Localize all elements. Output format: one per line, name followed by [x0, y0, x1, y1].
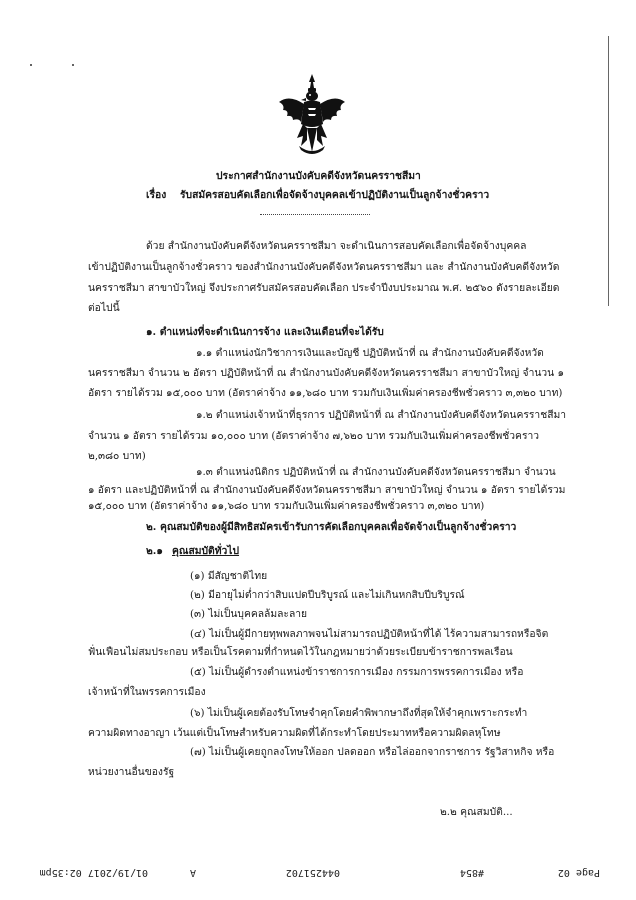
qualification-item-cont: เจ้าหน้าที่ในพรรคการเมือง: [88, 686, 206, 698]
section-1-heading: ๑. ตำแหน่งที่จะดำเนินการจ้าง และเงินเดือนที่จะได้รับ: [146, 326, 384, 338]
fax-number: 044251702: [285, 867, 340, 878]
fax-job: #854: [459, 867, 484, 878]
subject-label: เรื่อง: [146, 189, 167, 201]
qualification-item: (๔) ไม่เป็นผู้มีกายทุพพลภาพจนไม่สามารถปฏิบัติหน้าที่ได้ ไร้ความสามารถหรือจิต: [190, 628, 549, 640]
item-1-2-line: ๒,๓๘๐ บาท): [88, 450, 146, 462]
qualification-item: (๗) ไม่เป็นผู้เคยถูกลงโทษให้ออก ปลดออก หรือไล่ออกจากราชการ รัฐวิสาหกิจ หรือ: [190, 746, 555, 758]
speck: [72, 64, 74, 66]
item-1-3-line: ๑๕,๐๐๐ บาท (อัตราค่าจ้าง ๑๑,๖๘๐ บาท รวมกับเงินเพิ่มค่าครองชีพชั่วคราว ๓,๓๒๐ บาท): [88, 500, 485, 512]
qualification-item: (๑) มีสัญชาติไทย: [190, 570, 268, 582]
subject-text: รับสมัครสอบคัดเลือกเพื่อจัดจ้างบุคคลเข้าปฏิบัติงานเป็นลูกจ้างชั่วคราว: [180, 189, 490, 201]
fax-timestamp: 01/19/2017 02:35pm: [39, 867, 148, 878]
sub-section-number: ๒.๑: [146, 545, 163, 557]
garuda-emblem-icon: [277, 72, 347, 157]
item-1-1-line: นครราชสีมา จำนวน ๒ อัตรา ปฏิบัติหน้าที่ ณ สำนักงานบังคับคดีจังหวัดนครราชสีมา สาขาบัวใหญ่ จำนวน ๑: [88, 367, 565, 379]
intro-line: เข้าปฏิบัติงานเป็นลูกจ้างชั่วคราว ของสำนักงานบังคับคดีจังหวัดนครราชสีมา และ สำนักงานบังคับคดีจังหวัด: [88, 261, 560, 273]
fax-page: Page 02: [557, 867, 600, 878]
item-1-1-line: อัตรา รายได้รวม ๑๕,๐๐๐ บาท (อัตราค่าจ้าง ๑๑,๖๘๐ บาท รวมกับเงินเพิ่มค่าครองชีพชั่วคราว ๓,๓๒๐ บาท): [88, 387, 563, 399]
margin-line: [608, 36, 609, 306]
qualification-item: (๓) ไม่เป็นบุคคลล้มละลาย: [190, 608, 308, 620]
title-separator: [260, 214, 370, 215]
intro-line: ต่อไปนี้: [88, 302, 120, 314]
qualification-item: (๒) มีอายุไม่ต่ำกว่าสิบแปดปีบริบูรณ์ และไม่เกินหกสิบปีบริบูรณ์: [190, 589, 465, 601]
qualification-item: (๖) ไม่เป็นผู้เคยต้องรับโทษจำคุกโดยคำพิพากษาถึงที่สุดให้จำคุกเพราะกระทำ: [190, 707, 528, 719]
section-2-heading: ๒. คุณสมบัติของผู้มีสิทธิสมัครเข้ารับการคัดเลือกบุคคลเพื่อจัดจ้างเป็นลูกจ้างชั่วคราว: [146, 521, 517, 533]
qualification-item-cont: ฟั่นเฟือนไม่สมประกอบ หรือเป็นโรคตามที่กำหนดไว้ในกฎหมายว่าด้วยระเบียบข้าราชการพลเรือน: [88, 646, 513, 658]
qualification-item-cont: ความผิดทางอาญา เว้นแต่เป็นโทษสำหรับความผิดที่ได้กระทำโดยประมาทหรือความผิดลหุโทษ: [88, 727, 501, 739]
qualification-item-cont: หน่วยงานอื่นของรัฐ: [88, 766, 175, 778]
fax-footer: [0, 860, 636, 882]
intro-line: ด้วย สำนักงานบังคับคดีจังหวัดนครราชสีมา จะดำเนินการสอบคัดเลือกเพื่อจัดจ้างบุคคล: [146, 240, 527, 252]
item-1-2-line: ๑.๒ ตำแหน่งเจ้าหน้าที่ธุรการ ปฏิบัติหน้าที่ ณ สำนักงานบังคับคดีจังหวัดนครราชสีมา: [196, 409, 567, 421]
item-1-3-line: ๑ อัตรา และปฏิบัติหน้าที่ ณ สำนักงานบังคับคดีจังหวัดนครราชสีมา สาขาบัวใหญ่ จำนวน ๑ อัตรา รายได้รวม: [88, 484, 566, 496]
item-1-1-line: ๑.๑ ตำแหน่งนักวิชาการเงินและบัญชี ปฏิบัติหน้าที่ ณ สำนักงานบังคับคดีจังหวัด: [196, 347, 544, 359]
sub-section-heading: คุณสมบัติทั่วไป: [172, 545, 240, 557]
continuation-note: ๒.๒ คุณสมบัติ...: [440, 806, 513, 818]
announcement-title: ประกาศสำนักงานบังคับคดีจังหวัดนครราชสีมา: [216, 170, 421, 182]
item-1-2-line: จำนวน ๑ อัตรา รายได้รวม ๑๐,๐๐๐ บาท (อัตราค่าจ้าง ๗,๖๒๐ บาท รวมกับเงินเพิ่มค่าครองชีพชั่วคราว: [88, 430, 540, 442]
item-1-3-line: ๑.๓ ตำแหน่งนิติกร ปฏิบัติหน้าที่ ณ สำนักงานบังคับคดีจังหวัดนครราชสีมา จำนวน: [196, 466, 556, 478]
intro-line: นครราชสีมา สาขาบัวใหญ่ จึงประกาศรับสมัครสอบคัดเลือก ประจำปีงบประมาณ พ.ศ. ๒๕๖๐ ดังรายละเอียด: [88, 282, 560, 294]
speck: [30, 64, 32, 66]
qualification-item: (๕) ไม่เป็นผู้ดำรงตำแหน่งข้าราชการการเมือง กรรมการพรรคการเมือง หรือ: [190, 666, 524, 678]
fax-mode: A: [189, 867, 196, 878]
